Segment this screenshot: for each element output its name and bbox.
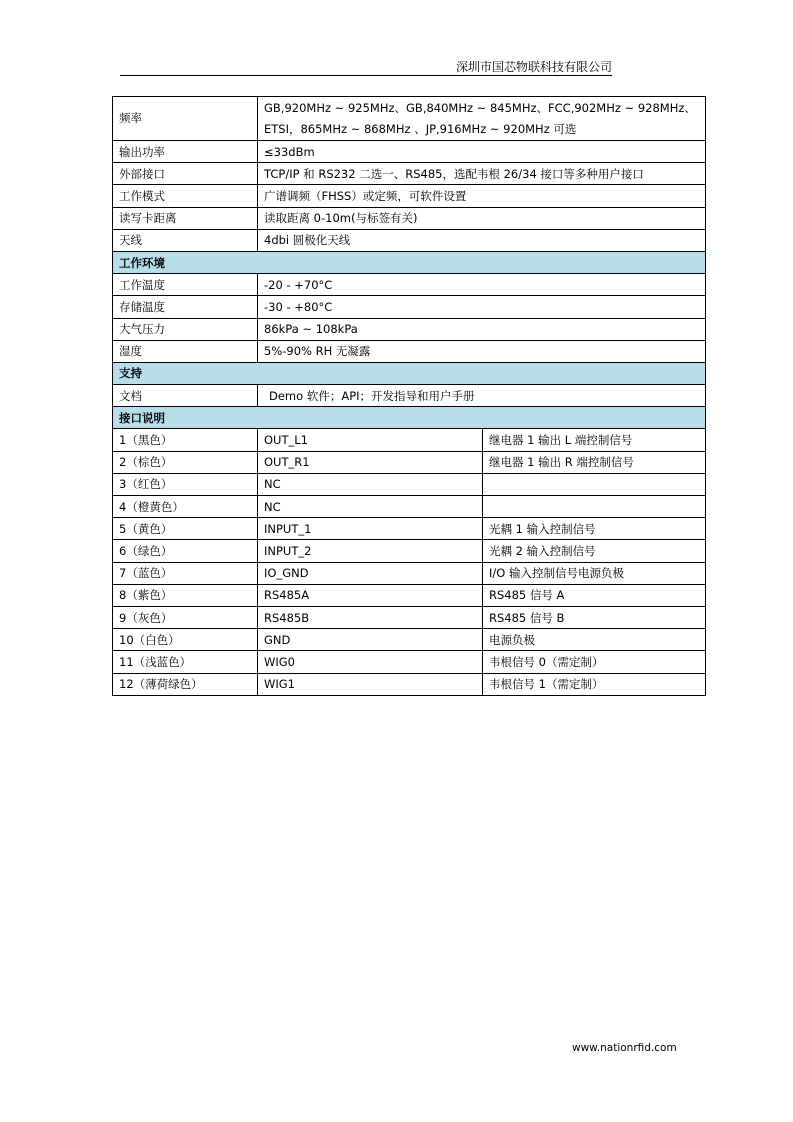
signal-cell: INPUT_2 — [258, 540, 483, 562]
signal-cell: NC — [258, 496, 483, 518]
signal-cell: RS485A — [258, 584, 483, 606]
page-header — [120, 58, 612, 76]
spec-label: 工作温度 — [113, 274, 258, 296]
signal-cell: WIG1 — [258, 673, 483, 695]
signal-cell: RS485B — [258, 606, 483, 628]
pin-cell: 4（橙黄色） — [113, 496, 258, 518]
pin-cell: 3（红色） — [113, 473, 258, 495]
desc-cell: 继电器 1 输出 R 端控制信号 — [483, 451, 706, 473]
pin-cell: 7（蓝色） — [113, 562, 258, 584]
desc-cell: 光耦 2 输入控制信号 — [483, 540, 706, 562]
spec-value: 5%-90% RH 无凝露 — [258, 340, 706, 362]
spec-value-line: GB,920MHz ~ 925MHz、GB,840MHz ~ 845MHz、FCC,902MHz ~ 928MHz、 — [264, 100, 696, 115]
pin-cell: 12（薄荷绿色） — [113, 673, 258, 695]
table-row — [113, 163, 706, 185]
table-row — [113, 296, 706, 318]
table-row — [113, 229, 706, 251]
desc-cell: RS485 信号 A — [483, 584, 706, 606]
table-row — [113, 207, 706, 229]
spec-label: 输出功率 — [113, 141, 258, 163]
spec-table — [112, 96, 706, 696]
desc-cell: 继电器 1 输出 L 端控制信号 — [483, 429, 706, 451]
section-title: 支持 — [113, 362, 706, 384]
signal-cell: INPUT_1 — [258, 518, 483, 540]
desc-cell: 光耦 1 输入控制信号 — [483, 518, 706, 540]
pin-cell: 9（灰色） — [113, 606, 258, 628]
table-row — [113, 141, 706, 163]
section-title: 接口说明 — [113, 407, 706, 429]
spec-value: ≤33dBm — [258, 141, 706, 163]
pin-cell: 1（黑色） — [113, 429, 258, 451]
spec-value: Demo 软件；API；开发指导和用户手册 — [258, 385, 706, 407]
table-row — [113, 562, 706, 584]
pin-cell: 10（白色） — [113, 629, 258, 651]
spec-label: 频率 — [113, 97, 258, 141]
spec-label: 读写卡距离 — [113, 207, 258, 229]
spec-label: 大气压力 — [113, 318, 258, 340]
spec-label: 存储温度 — [113, 296, 258, 318]
section-header-environment — [113, 251, 706, 273]
signal-cell: NC — [258, 473, 483, 495]
table-row — [113, 429, 706, 451]
spec-value: 广谱调频（FHSS）或定频，可软件设置 — [258, 185, 706, 207]
table-row — [113, 318, 706, 340]
section-header-support — [113, 362, 706, 384]
spec-label: 天线 — [113, 229, 258, 251]
pin-cell: 11（浅蓝色） — [113, 651, 258, 673]
table-row — [113, 518, 706, 540]
spec-value-line: ETSI，865MHz ~ 868MHz 、JP,916MHz ~ 920MHz 可选 — [264, 121, 577, 136]
spec-value: 86kPa ~ 108kPa — [258, 318, 706, 340]
pin-cell: 2（棕色） — [113, 451, 258, 473]
spec-value: -20 - +70°C — [258, 274, 706, 296]
desc-cell: RS485 信号 B — [483, 606, 706, 628]
desc-cell: 韦根信号 1（需定制） — [483, 673, 706, 695]
signal-cell: OUT_L1 — [258, 429, 483, 451]
table-row — [113, 584, 706, 606]
desc-cell — [483, 473, 706, 495]
table-row — [113, 629, 706, 651]
table-row — [113, 274, 706, 296]
table-row — [113, 496, 706, 518]
spec-value — [258, 97, 706, 141]
signal-cell: IO_GND — [258, 562, 483, 584]
spec-value: -30 - +80°C — [258, 296, 706, 318]
desc-cell: 电源负极 — [483, 629, 706, 651]
table-row — [113, 540, 706, 562]
spec-label: 外部接口 — [113, 163, 258, 185]
pin-cell: 6（绿色） — [113, 540, 258, 562]
desc-cell — [483, 496, 706, 518]
signal-cell: WIG0 — [258, 651, 483, 673]
company-name: 深圳市国芯物联科技有限公司 — [455, 60, 612, 74]
table-row — [113, 473, 706, 495]
spec-value: 4dbi 圆极化天线 — [258, 229, 706, 251]
table-row — [113, 606, 706, 628]
spec-value: TCP/IP 和 RS232 二选一、RS485，选配韦根 26/34 接口等多种用户接口 — [258, 163, 706, 185]
spec-value: 读取距离 0-10m(与标签有关) — [258, 207, 706, 229]
signal-cell: OUT_R1 — [258, 451, 483, 473]
desc-cell: I/O 输入控制信号电源负极 — [483, 562, 706, 584]
footer-website: www.nationrfid.com — [572, 1042, 677, 1054]
pin-cell: 5（黄色） — [113, 518, 258, 540]
pin-cell: 8（紫色） — [113, 584, 258, 606]
table-row — [113, 385, 706, 407]
table-row — [113, 451, 706, 473]
spec-label: 文档 — [113, 385, 258, 407]
section-header-interface — [113, 407, 706, 429]
table-row — [113, 97, 706, 141]
table-row — [113, 340, 706, 362]
table-row — [113, 185, 706, 207]
spec-label: 工作模式 — [113, 185, 258, 207]
table-row — [113, 651, 706, 673]
signal-cell: GND — [258, 629, 483, 651]
spec-label: 湿度 — [113, 340, 258, 362]
desc-cell: 韦根信号 0（需定制） — [483, 651, 706, 673]
table-row — [113, 673, 706, 695]
section-title: 工作环境 — [113, 251, 706, 273]
